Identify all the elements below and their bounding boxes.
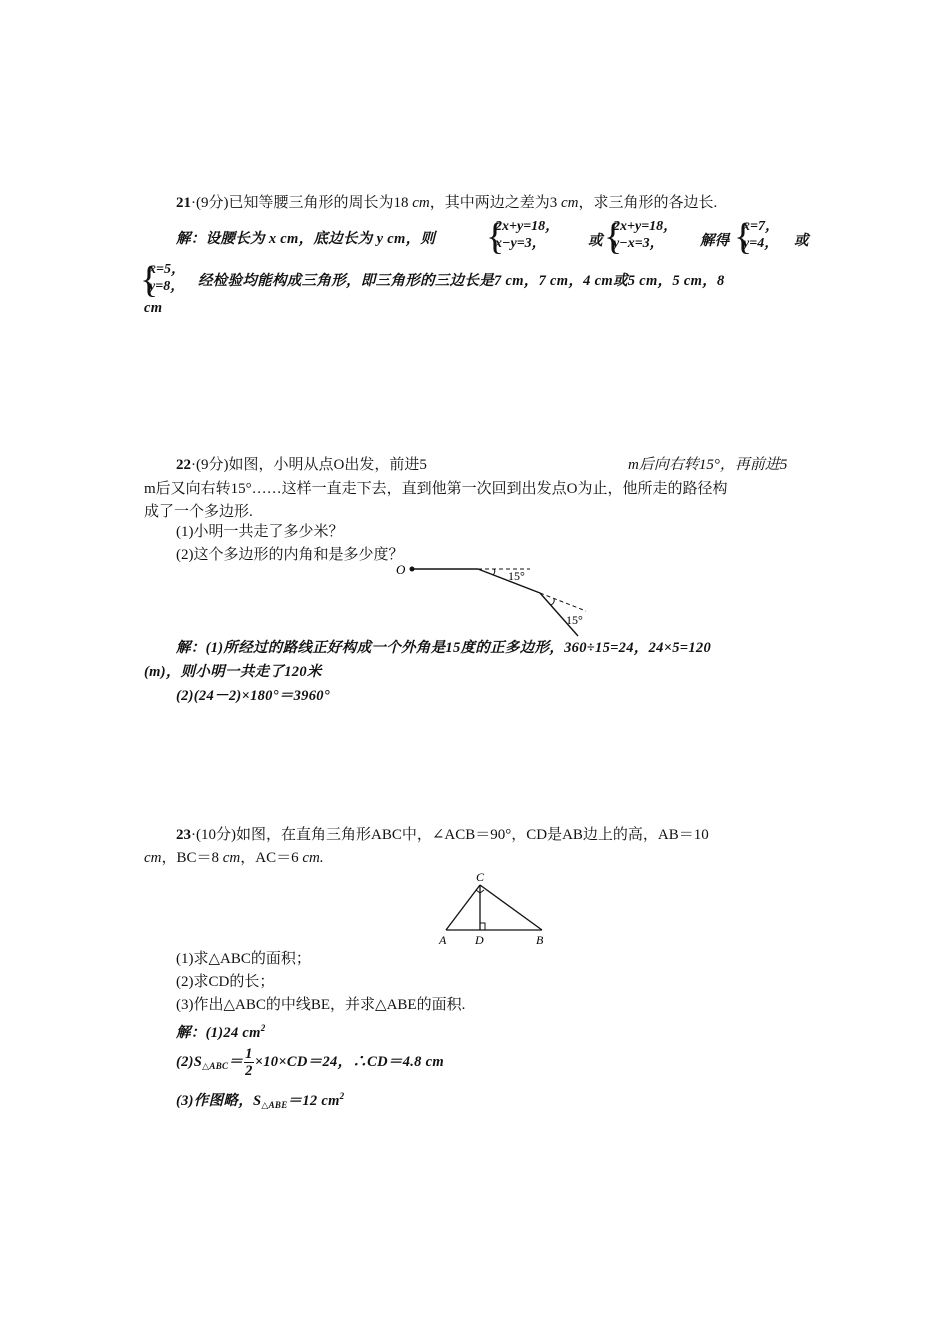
q22-angle-arc-2 — [551, 599, 554, 605]
q21-solution-2: { x=5， y=8， — [140, 259, 185, 301]
q22-label-O: O — [396, 562, 406, 577]
q22-angle-label-1: 15° — [508, 569, 525, 583]
q22-angle-label-2: 15° — [566, 613, 583, 627]
q23-label-D: D — [475, 933, 484, 947]
q23-triangle-figure — [434, 866, 554, 948]
q22-path-figure — [390, 558, 590, 638]
q23-number: 23 — [176, 827, 191, 843]
q23-sub1: (1)求△ABC的面积； — [176, 951, 311, 967]
q21-solution-1: { x=7， y=4， — [734, 216, 779, 258]
q22-stem-line1b: m后向右转15°，再前进5 — [628, 457, 788, 473]
q21-or-1: 或 — [588, 233, 603, 249]
q22-stem-line1a: 22·(9分)如图，小明从点O出发，前进5 — [176, 457, 427, 473]
q22-stem-line3: 成了一个多边形. — [144, 504, 253, 520]
q21-stem: 21·(9分)已知等腰三角形的周长为18 cm，其中两边之差为3 cm，求三角形的各边长. — [176, 195, 718, 211]
q21-or-2: 或 — [794, 233, 809, 249]
q22-stem-line2: m后又向右转15°……这样一直走下去，直到他第一次回到出发点O为止，他所走的路径构 — [144, 481, 728, 497]
q22-sub1: (1)小明一共走了多少米？ — [176, 524, 344, 540]
q23-fraction-half: $\frac{1}{2}$ — [245, 1046, 253, 1079]
q21-solve-label: 解得 — [700, 233, 730, 249]
q21-system-2: { 2x+y=18， y−x=3， — [604, 216, 678, 258]
q21-answer-intro: 解：设腰长为 x cm，底边长为 y cm，则 — [176, 231, 436, 247]
q23-side-AC — [446, 885, 480, 930]
q23-label-B: B — [536, 933, 544, 947]
q23-answer-3: (3)作图略，$S_{\triangle ABE}=12$ $cm^2$ — [176, 1091, 345, 1110]
q22-extension-2 — [540, 593, 586, 611]
q22-angle-arc-1 — [493, 569, 495, 575]
q23-stem-line2: cm，BC＝8 cm，AC＝6 cm. — [144, 850, 324, 866]
q23-label-A: A — [439, 933, 447, 947]
q22-number: 22 — [176, 457, 191, 473]
q23-stem-line1: 23·(10分)如图，在直角三角形ABC中，∠ACB＝90°，CD是AB边上的高，AB＝10 — [176, 827, 709, 843]
q21-answer-line3: cm — [144, 300, 163, 316]
q21-number: 21 — [176, 195, 191, 211]
q21-system-1: { 2x+y=18， x−y=3， — [486, 216, 560, 258]
q23-label-C: C — [476, 870, 485, 884]
q23-answer-1: 解：(1)24 $cm^2$ — [176, 1023, 266, 1041]
q22-sub2: (2)这个多边形的内角和是多少度？ — [176, 547, 404, 563]
q22-answer-1b: (m)，则小明一共走了120米 — [144, 664, 322, 680]
q22-answer-2: (2)(24－2)×180°＝3960° — [176, 688, 330, 704]
q23-side-BC — [480, 885, 542, 930]
q23-sub2: (2)求CD的长； — [176, 974, 275, 990]
q23-sub3: (3)作出△ABC的中线BE，并求△ABE的面积. — [176, 997, 466, 1013]
q23-right-angle-D — [480, 923, 485, 930]
q21-answer-line2: 经检验均能构成三角形，即三角形的三边长是7 cm，7 cm，4 cm或5 cm，5 cm，8 — [198, 273, 725, 289]
q23-answer-2: $(2)S_{\triangle ABC}=$ $\frac{1}{2}$ ×10×CD＝24，∴CD＝4.8 cm — [176, 1046, 444, 1079]
q22-answer-1: 解：(1)所经过的路线正好构成一个外角是15度的正多边形，360÷15=24，24×5=120 — [176, 640, 711, 656]
